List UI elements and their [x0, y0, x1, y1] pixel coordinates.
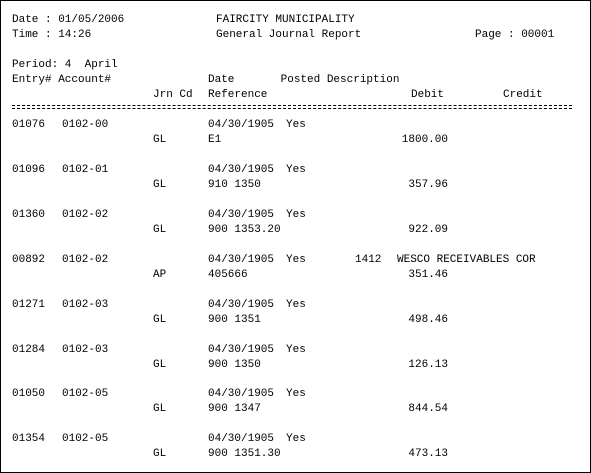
journal-code: GL — [153, 179, 167, 191]
page-number: Page : 00001 — [475, 29, 555, 41]
posted-flag: Yes — [286, 164, 306, 176]
entry-number: 01076 — [12, 119, 46, 131]
posted-flag: Yes — [286, 299, 306, 311]
entry-number: 01354 — [12, 433, 46, 445]
posted-flag: Yes — [286, 433, 306, 445]
posted-flag: Yes — [286, 119, 306, 131]
journal-code: GL — [153, 359, 167, 371]
reference: 900 1347 — [208, 403, 261, 415]
description-text: WESCO RECEIVABLES COR — [397, 254, 536, 266]
header-date-posted-desc: Date Posted Description — [208, 74, 400, 86]
description-number: 1412 — [355, 254, 382, 266]
journal-code: GL — [153, 224, 167, 236]
entry-number: 00892 — [12, 254, 46, 266]
entry-date: 04/30/1905 — [208, 254, 275, 266]
debit-amount: 844.54 — [408, 403, 448, 415]
company-name: FAIRCITY MUNICIPALITY — [216, 14, 355, 26]
journal-code: GL — [153, 134, 167, 146]
reference: E1 — [208, 134, 222, 146]
entry-number: 01284 — [12, 344, 46, 356]
debit-amount: 357.96 — [408, 179, 448, 191]
journal-entry — [1, 119, 590, 149]
reference: 900 1351.30 — [208, 448, 281, 460]
debit-amount: 498.46 — [408, 314, 448, 326]
journal-entry — [1, 344, 590, 374]
account-number: 0102-05 — [62, 433, 109, 445]
account-number: 0102-00 — [62, 119, 109, 131]
reference: 910 1350 — [208, 179, 261, 191]
header-debit: Debit — [411, 89, 445, 101]
entry-date: 04/30/1905 — [208, 164, 275, 176]
header-reference: Reference — [208, 89, 268, 101]
entry-date: 04/30/1905 — [208, 299, 275, 311]
reference: 405666 — [208, 269, 248, 281]
journal-entry — [1, 254, 590, 284]
header-separator — [12, 105, 572, 109]
posted-flag: Yes — [286, 254, 306, 266]
journal-entry — [1, 209, 590, 239]
account-number: 0102-02 — [62, 254, 109, 266]
posted-flag: Yes — [286, 344, 306, 356]
posted-flag: Yes — [286, 388, 306, 400]
account-number: 0102-02 — [62, 209, 109, 221]
reference: 900 1350 — [208, 359, 261, 371]
entry-date: 04/30/1905 — [208, 388, 275, 400]
posted-flag: Yes — [286, 209, 306, 221]
journal-entry — [1, 388, 590, 418]
entry-number: 01271 — [12, 299, 46, 311]
reference: 900 1353.20 — [208, 224, 281, 236]
account-number: 0102-03 — [62, 344, 109, 356]
journal-entry — [1, 433, 590, 463]
report-title: General Journal Report — [216, 29, 362, 41]
entry-number: 01360 — [12, 209, 46, 221]
journal-entry — [1, 299, 590, 329]
period-label: Period: 4 April — [12, 59, 118, 71]
debit-amount: 351.46 — [408, 269, 448, 281]
journal-entry — [1, 164, 590, 194]
account-number: 0102-03 — [62, 299, 109, 311]
journal-code: AP — [153, 269, 167, 281]
account-number: 0102-01 — [62, 164, 109, 176]
header-jrn-cd: Jrn Cd — [153, 89, 193, 101]
entry-date: 04/30/1905 — [208, 119, 275, 131]
entry-date: 04/30/1905 — [208, 344, 275, 356]
journal-code: GL — [153, 448, 167, 460]
debit-amount: 922.09 — [408, 224, 448, 236]
report-date: Date : 01/05/2006 — [12, 14, 125, 26]
debit-amount: 473.13 — [408, 448, 448, 460]
report-time: Time : 14:26 — [12, 29, 92, 41]
debit-amount: 126.13 — [408, 359, 448, 371]
header-entry-account: Entry# Account# — [12, 74, 112, 86]
journal-code: GL — [153, 314, 167, 326]
journal-code: GL — [153, 403, 167, 415]
reference: 900 1351 — [208, 314, 261, 326]
entry-number: 01050 — [12, 388, 46, 400]
entry-date: 04/30/1905 — [208, 433, 275, 445]
entry-date: 04/30/1905 — [208, 209, 275, 221]
header-credit: Credit — [503, 89, 543, 101]
account-number: 0102-05 — [62, 388, 109, 400]
debit-amount: 1800.00 — [401, 134, 448, 146]
entry-number: 01096 — [12, 164, 46, 176]
